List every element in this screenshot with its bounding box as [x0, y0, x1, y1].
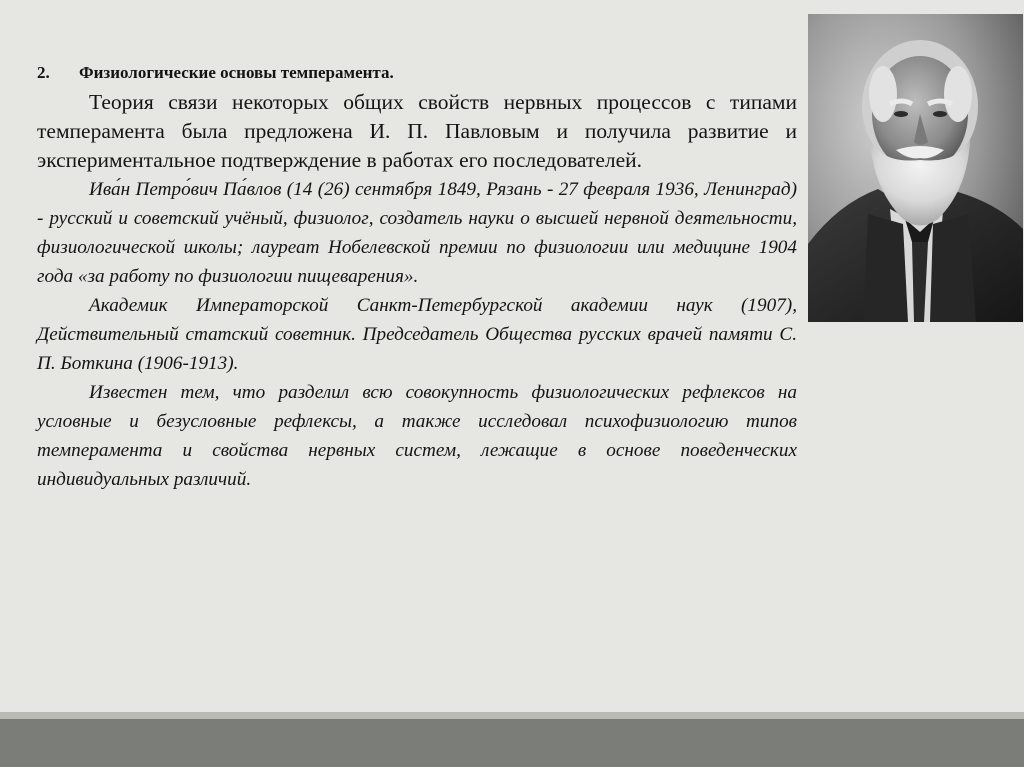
footer-bar [0, 719, 1024, 767]
paragraph-reflexes: Известен тем, что разделил всю совокупность физиологических рефлексов на условные и безусловные рефлексы, а также исследовал психофизиологию типов темперамента и свойства нервных систем, лежащие в основе поведенческих индивидуальных различий. [37, 382, 797, 490]
heading-number: 2. [37, 63, 50, 82]
footer-stripe [0, 712, 1024, 719]
heading-text: Физиологические основы темперамента. [79, 63, 394, 82]
section-heading [37, 62, 797, 84]
slide-text [37, 62, 797, 494]
paragraph-academic: Академик Императорской Санкт-Петербургской академии наук (1907), Действительный статский советник. Председатель Общества русских врачей памяти С. П. Боткина (1906-1913). [37, 295, 797, 374]
portrait-image [808, 14, 1023, 322]
paragraph-theory: Теория связи некоторых общих свойств нервных процессов с типами темперамента была предложена И. П. Павловым и получила развитие и экспериментальное подтверждение в работах его последователей. [37, 90, 797, 172]
paragraph-biography: Ива́н Петро́вич Па́влов (14 (26) сентября 1849, Рязань - 27 февраля 1936, Ленинград) - русский и советский учёный, физиолог, создатель науки о высшей нервной деятельности, физиологической школы; лауреат Нобелевской премии по физиологии или медицине 1904 года «за работу по физиологии пищеварения». [37, 179, 797, 287]
